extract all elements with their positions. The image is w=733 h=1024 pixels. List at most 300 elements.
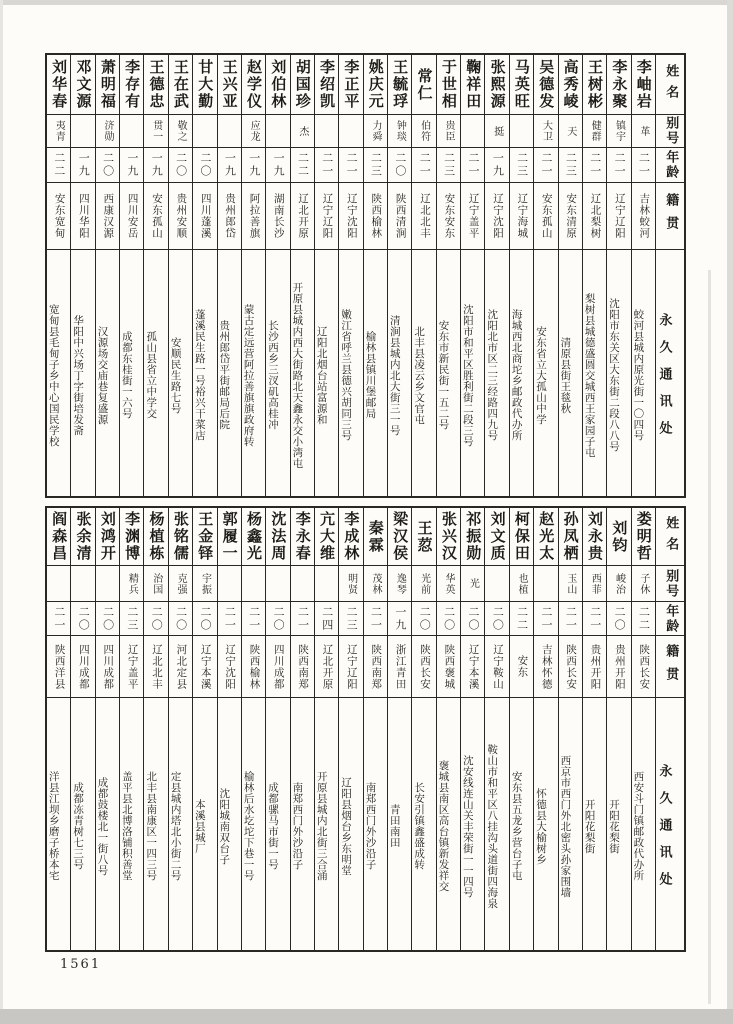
person-age-cell <box>339 148 362 183</box>
person-address: 清原县街王毯秋 <box>559 336 572 414</box>
person-name: 张兴汉 <box>439 511 458 562</box>
person-age: 二一 <box>345 152 359 178</box>
person-address-cell <box>461 250 484 496</box>
person-address-cell <box>437 698 460 950</box>
person-origin-cell <box>315 183 338 250</box>
person-age: 二一 <box>369 605 383 632</box>
person-age: 二一 <box>540 152 554 178</box>
person-name-cell <box>510 55 533 115</box>
person-address: 北丰县凌云乡文官屯 <box>413 325 426 425</box>
person-age: 二〇 <box>150 605 164 632</box>
person-name: 张熙源 <box>488 59 507 110</box>
person-origin: 贵州开阳 <box>613 643 626 690</box>
person-address-cell <box>144 250 167 496</box>
person-name: 赵学仪 <box>244 59 263 110</box>
person-alias: 大卫 <box>540 120 552 142</box>
person-name: 吴德发 <box>537 59 556 110</box>
person-name-cell <box>461 55 484 115</box>
person-name: 王金铎 <box>196 511 215 562</box>
scan-edge-bottom <box>0 1009 733 1024</box>
person-age-cell <box>364 148 387 183</box>
roster-table-top <box>45 53 686 498</box>
person-age-cell <box>632 602 655 636</box>
person-column <box>338 508 362 950</box>
person-name: 杨植栋 <box>147 511 166 562</box>
person-origin: 陕西榆林 <box>370 193 383 239</box>
person-origin-cell <box>364 183 387 250</box>
person-age-cell <box>559 148 582 183</box>
person-origin-cell <box>339 636 362 698</box>
person-alias: 峻治 <box>613 572 625 595</box>
person-origin: 浙江青田 <box>394 643 407 690</box>
person-address: 沈安线连山关丰荣街一一四号 <box>461 754 474 898</box>
person-address-cell <box>47 250 70 496</box>
header-name-label: 姓名 <box>663 515 679 558</box>
person-alias-cell <box>534 566 557 602</box>
person-address-cell <box>71 698 94 950</box>
person-alias: 克强 <box>175 572 187 595</box>
person-origin: 辽北梨树 <box>589 193 602 239</box>
person-address: 成都冻青树七三号 <box>72 782 85 870</box>
person-origin: 湖南长沙 <box>272 193 285 239</box>
person-name-cell <box>534 508 557 566</box>
person-name-cell <box>339 508 362 566</box>
person-address: 安东市新民街一五二号 <box>437 320 450 430</box>
person-column <box>70 55 94 496</box>
person-column <box>70 508 94 950</box>
person-address-cell <box>339 250 362 496</box>
person-origin: 四川安岳 <box>126 193 139 239</box>
person-origin-cell <box>632 636 655 698</box>
person-name-cell <box>388 508 411 566</box>
person-age-cell <box>71 148 94 183</box>
person-origin: 陕西洋县 <box>53 643 66 690</box>
person-origin: 西康汉源 <box>102 193 115 239</box>
person-origin: 辽北开原 <box>321 643 334 690</box>
person-column <box>631 55 655 496</box>
person-alias-cell <box>218 115 241 148</box>
person-name-cell <box>96 55 119 115</box>
person-address-cell <box>364 698 387 950</box>
person-name: 王德忠 <box>147 59 166 110</box>
person-column <box>363 508 387 950</box>
person-origin: 辽宁本溪 <box>199 643 212 690</box>
person-origin-cell <box>193 636 216 698</box>
person-column <box>119 55 143 496</box>
person-address: 宽甸县毛甸子乡中心国民学校 <box>47 303 60 447</box>
person-age: 二〇 <box>77 605 91 632</box>
person-address: 华阳中兴场丁字街培发斋 <box>72 314 85 436</box>
person-address: 沈阳城南双台子 <box>218 787 231 865</box>
person-name: 王荵 <box>415 519 434 554</box>
person-origin: 陕西褒城 <box>443 643 456 690</box>
person-alias-cell <box>510 566 533 602</box>
person-alias-cell <box>120 115 143 148</box>
person-origin: 安东孤山 <box>540 193 553 239</box>
scan-edge-right <box>727 0 733 1024</box>
header-age-label: 年龄 <box>663 603 679 634</box>
person-column <box>241 508 265 950</box>
person-age: 二一 <box>320 152 334 178</box>
person-column <box>95 55 119 496</box>
person-name-cell <box>485 508 508 566</box>
person-age: 二二 <box>515 605 529 632</box>
person-column <box>241 55 265 496</box>
person-age-cell <box>47 148 70 183</box>
person-address-cell <box>266 250 289 496</box>
person-age-cell <box>510 602 533 636</box>
person-alias: 玉山 <box>564 572 576 595</box>
person-name-cell <box>218 55 241 115</box>
person-address: 沈阳市和平区胜利街二段三号 <box>461 303 474 447</box>
person-address-cell <box>388 250 411 496</box>
person-age-cell <box>388 148 411 183</box>
person-column <box>192 508 216 950</box>
person-address-cell <box>412 698 435 950</box>
person-age-cell <box>96 602 119 636</box>
person-address-cell <box>169 250 192 496</box>
person-address-cell <box>607 698 630 950</box>
person-age: 二一 <box>588 152 602 178</box>
person-origin: 四川成都 <box>102 643 115 690</box>
person-alias: 伯符 <box>418 120 430 142</box>
person-age: 二〇 <box>393 152 407 178</box>
person-column <box>411 55 435 496</box>
person-name: 阎森昌 <box>50 511 69 562</box>
person-address-cell <box>120 250 143 496</box>
header-origin-label: 籍贯 <box>663 193 679 239</box>
person-column <box>606 508 630 950</box>
person-name: 李渊博 <box>123 511 142 562</box>
person-origin-cell <box>218 183 241 250</box>
person-age: 二〇 <box>466 605 480 632</box>
person-age: 二〇 <box>613 605 627 632</box>
person-name-cell <box>71 508 94 566</box>
person-alias-cell <box>437 115 460 148</box>
person-alias: 革 <box>637 125 649 137</box>
person-age-cell <box>144 602 167 636</box>
person-name-cell <box>559 55 582 115</box>
person-age: 二一 <box>52 605 66 632</box>
header-age <box>656 602 684 636</box>
person-origin-cell <box>218 636 241 698</box>
person-name-cell <box>144 508 167 566</box>
person-origin-cell <box>534 636 557 698</box>
person-alias: 子休 <box>637 572 649 595</box>
person-name: 刘伯林 <box>269 59 288 110</box>
person-column <box>484 55 508 496</box>
person-alias: 镇宇 <box>613 120 625 142</box>
person-origin: 陕西长安 <box>565 643 578 690</box>
person-alias: 贵臣 <box>443 120 455 142</box>
person-origin-cell <box>461 636 484 698</box>
person-alias: 挺 <box>491 125 503 137</box>
person-alias-cell <box>193 115 216 148</box>
person-name-cell <box>632 55 655 115</box>
person-column <box>411 508 435 950</box>
person-name: 于世相 <box>439 59 458 110</box>
person-name: 张铭儒 <box>171 511 190 562</box>
person-age: 二一 <box>613 152 627 178</box>
person-origin: 辽宁海城 <box>516 193 529 239</box>
person-age-cell <box>485 602 508 636</box>
person-origin-cell <box>120 636 143 698</box>
person-name-cell <box>266 508 289 566</box>
person-address-cell <box>632 698 655 950</box>
person-origin: 安东 <box>516 655 529 678</box>
person-column <box>509 55 533 496</box>
person-origin: 陕西南郑 <box>297 643 310 690</box>
person-address-cell <box>47 698 70 950</box>
person-alias-cell <box>291 566 314 602</box>
person-address: 海城西北商坨乡邮政代办所 <box>510 309 523 441</box>
person-address: 青田南田 <box>388 804 401 848</box>
person-age-cell <box>388 602 411 636</box>
person-age: 二二 <box>52 152 66 178</box>
person-alias: 天 <box>564 125 576 137</box>
person-name-cell <box>339 55 362 115</box>
person-origin-cell <box>47 636 70 698</box>
person-name-cell <box>315 55 338 115</box>
person-origin: 安东孤山 <box>151 193 163 239</box>
person-address-cell <box>534 250 557 496</box>
person-age: 一九 <box>223 152 237 178</box>
person-origin-cell <box>169 183 192 250</box>
person-column <box>582 508 606 950</box>
person-age: 二一 <box>588 605 602 632</box>
person-address: 榆林后水圪坨下巷一号 <box>242 771 255 881</box>
person-alias-cell <box>607 115 630 148</box>
header-address <box>656 250 684 496</box>
person-name-cell <box>291 508 314 566</box>
person-origin-cell <box>291 636 314 698</box>
person-address: 辽阳县烟台乡东明堂 <box>340 776 353 876</box>
scan-edge-top <box>0 0 733 5</box>
person-column <box>338 55 362 496</box>
person-address-cell <box>193 250 216 496</box>
person-address: 怀德县大榆树乡 <box>534 787 547 865</box>
person-name: 鞠祥田 <box>464 59 483 110</box>
person-age: 二一 <box>466 152 480 178</box>
person-age: 二一 <box>637 152 651 178</box>
person-origin-cell <box>169 636 192 698</box>
person-name: 娄明哲 <box>634 511 653 562</box>
person-address-cell <box>583 250 606 496</box>
person-name-cell <box>583 508 606 566</box>
person-name: 常仁 <box>415 67 434 102</box>
person-address-cell <box>388 698 411 950</box>
person-name: 萧明福 <box>98 59 117 110</box>
person-column <box>217 508 241 950</box>
person-address-cell <box>583 698 606 950</box>
person-alias-cell <box>266 115 289 148</box>
person-alias-cell <box>144 115 167 148</box>
person-age-cell <box>218 602 241 636</box>
person-column <box>192 55 216 496</box>
person-alias: 杰 <box>296 125 308 137</box>
person-name-cell <box>412 508 435 566</box>
person-origin-cell <box>632 183 655 250</box>
person-column <box>168 55 192 496</box>
person-age-cell <box>364 602 387 636</box>
person-column <box>582 55 606 496</box>
person-age: 二一 <box>223 605 237 632</box>
person-column <box>387 55 411 496</box>
person-origin: 陕西南郑 <box>370 643 383 690</box>
person-address-cell <box>291 698 314 950</box>
person-address: 安顺民生路七号 <box>169 336 182 414</box>
person-alias: 光 <box>467 578 479 589</box>
person-alias-cell <box>339 566 362 602</box>
person-address-cell <box>364 250 387 496</box>
person-address-cell <box>559 698 582 950</box>
person-name-cell <box>96 508 119 566</box>
person-name: 沈法周 <box>269 511 288 562</box>
person-column <box>484 508 508 950</box>
person-alias-cell <box>388 115 411 148</box>
person-origin: 贵州开阳 <box>589 643 602 690</box>
person-origin-cell <box>339 183 362 250</box>
header-column <box>655 55 684 496</box>
person-alias-cell <box>315 115 338 148</box>
person-age-cell <box>461 148 484 183</box>
person-origin-cell <box>96 636 119 698</box>
person-name: 柯保田 <box>512 511 531 562</box>
header-alias <box>656 566 684 602</box>
person-age: 二三 <box>345 605 359 632</box>
person-column <box>533 55 557 496</box>
person-origin-cell <box>71 636 94 698</box>
person-name-cell <box>364 508 387 566</box>
person-origin-cell <box>485 636 508 698</box>
person-origin: 四川蓬溪 <box>199 193 212 239</box>
person-alias-cell <box>412 566 435 602</box>
person-age: 二〇 <box>101 152 115 178</box>
person-alias-cell <box>559 115 582 148</box>
person-name: 刘文质 <box>488 511 507 562</box>
person-alias-cell <box>632 115 655 148</box>
person-age: 二三 <box>515 152 529 178</box>
person-alias-cell <box>461 566 484 602</box>
person-alias-cell <box>144 566 167 602</box>
person-age: 二一 <box>564 605 578 632</box>
person-age: 一九 <box>125 152 139 178</box>
person-origin: 辽宁盖平 <box>467 193 480 239</box>
person-address: 本溪县城厂 <box>193 798 206 854</box>
person-age-cell <box>120 148 143 183</box>
person-age-cell <box>339 602 362 636</box>
person-alias-cell <box>120 566 143 602</box>
person-name-cell <box>315 508 338 566</box>
header-alias-label: 别号 <box>663 568 679 599</box>
person-name-cell <box>193 508 216 566</box>
person-origin-cell <box>559 636 582 698</box>
person-age-cell <box>71 602 94 636</box>
person-name: 梁汉侯 <box>391 511 410 562</box>
person-origin: 陕西长安 <box>418 643 431 690</box>
person-address: 开阳花梨街 <box>608 798 621 854</box>
person-alias-cell <box>291 115 314 148</box>
person-age: 二三 <box>564 152 578 178</box>
person-address: 沈阳市东关区大东街二段八八号 <box>608 298 621 452</box>
person-origin-cell <box>315 636 338 698</box>
person-origin: 安东清原 <box>565 193 578 239</box>
person-origin: 辽宁本溪 <box>467 643 480 690</box>
person-name-cell <box>583 55 606 115</box>
person-origin-cell <box>437 183 460 250</box>
person-name: 杨鑫光 <box>244 511 263 562</box>
header-name <box>656 55 684 115</box>
person-column <box>558 508 582 950</box>
person-alias-cell <box>266 566 289 602</box>
person-column <box>387 508 411 950</box>
person-address-cell <box>96 698 119 950</box>
person-alias-cell <box>632 566 655 602</box>
person-address: 清涧县城内北大街三一号 <box>388 314 401 436</box>
person-name-cell <box>266 55 289 115</box>
person-address-cell <box>242 698 265 950</box>
person-age: 一九 <box>77 152 91 178</box>
person-name: 孙凤栖 <box>561 511 580 562</box>
person-address: 成都鼓楼北一街八号 <box>96 776 109 876</box>
person-alias-cell <box>388 566 411 602</box>
person-address-cell <box>607 250 630 496</box>
person-origin: 辽宁沈阳 <box>224 643 237 690</box>
person-age-cell <box>315 602 338 636</box>
person-address: 西京市西门外北密头孙家围墙 <box>559 754 572 898</box>
person-address: 梨树县城德盛圆交城西王家园子屯 <box>583 292 596 458</box>
person-address: 安东省立大孤山中学 <box>534 325 547 425</box>
person-alias-cell <box>193 566 216 602</box>
person-alias-cell <box>242 566 265 602</box>
person-alias-cell <box>437 566 460 602</box>
person-column <box>143 508 167 950</box>
person-address: 开阳花梨街 <box>583 798 596 854</box>
person-alias: 健群 <box>589 120 601 142</box>
person-name: 李正平 <box>342 59 361 110</box>
person-name: 刘永贵 <box>586 511 604 562</box>
person-address-cell <box>71 250 94 496</box>
person-origin: 辽宁盖平 <box>126 643 139 690</box>
person-column <box>265 55 289 496</box>
person-address-cell <box>242 250 265 496</box>
person-age-cell <box>412 148 435 183</box>
person-address: 盖平县北博洛铺积善堂 <box>120 771 133 881</box>
person-age: 一九 <box>491 152 505 178</box>
person-column <box>533 508 557 950</box>
person-origin-cell <box>291 183 314 250</box>
person-address: 开原县城内西大街路北天鑫永交小湾屯 <box>291 281 304 469</box>
person-alias-cell <box>534 115 557 148</box>
person-alias-cell <box>339 115 362 148</box>
person-origin-cell <box>120 183 143 250</box>
person-alias: 治国 <box>150 572 162 595</box>
person-age-cell <box>291 148 314 183</box>
person-name: 李岫岩 <box>634 59 653 110</box>
person-column <box>265 508 289 950</box>
person-address-cell <box>96 250 119 496</box>
person-age: 二〇 <box>418 605 432 632</box>
person-alias-cell <box>412 115 435 148</box>
person-column <box>509 508 533 950</box>
person-origin-cell <box>607 183 630 250</box>
person-alias: 精兵 <box>126 572 138 595</box>
person-age: 二〇 <box>491 605 505 632</box>
person-origin: 辽宁鞍山 <box>492 643 505 690</box>
person-address: 蓬溪民生路一号裕兴干菜店 <box>193 309 206 441</box>
person-age-cell <box>559 602 582 636</box>
person-alias-cell <box>96 115 119 148</box>
